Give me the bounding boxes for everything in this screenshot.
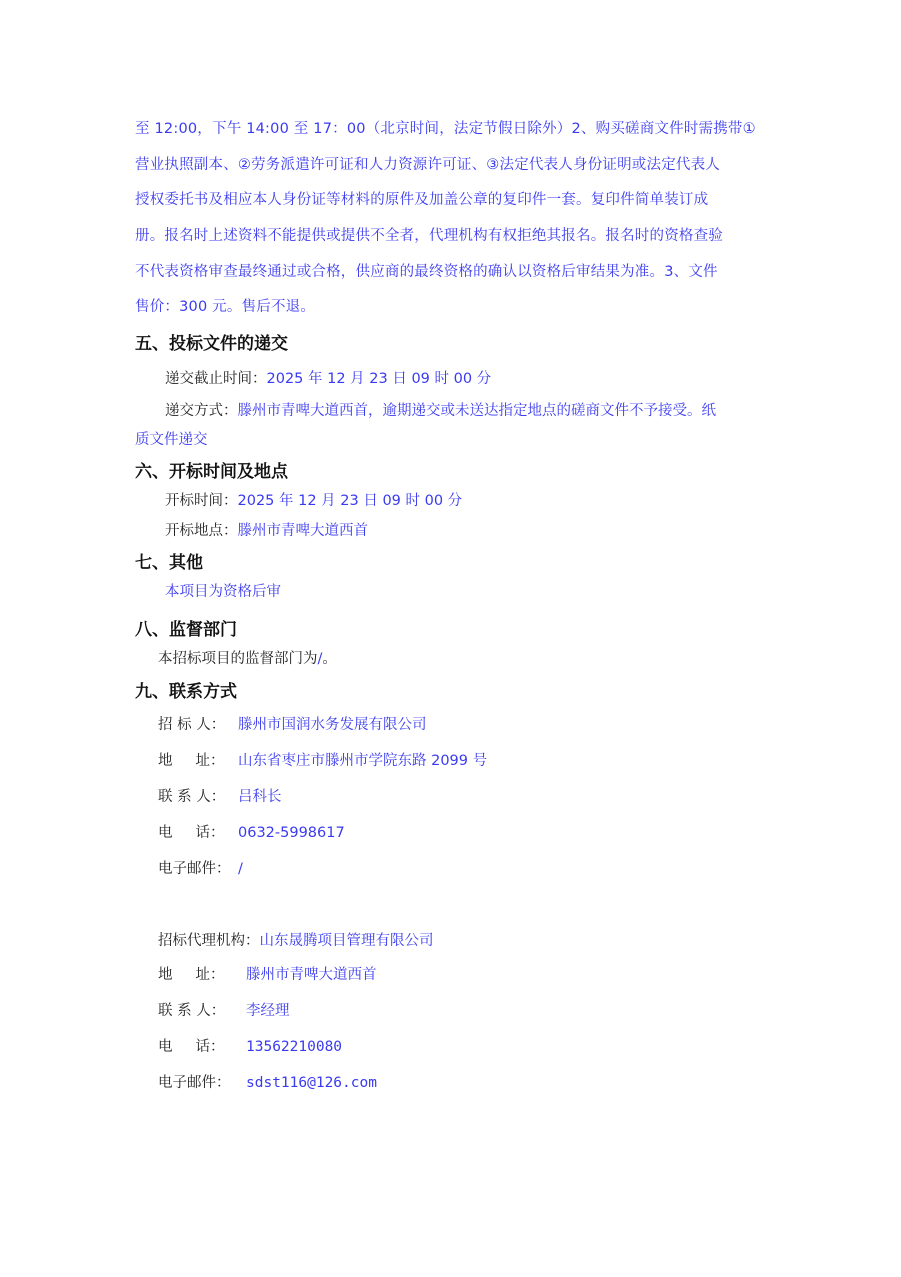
section-9-title: 九、联系方式 (135, 682, 237, 702)
opening-place-value: 滕州市青啤大道西首 (237, 523, 368, 539)
tenderer-address-value: 山东省枣庄市滕州市学院东路 2099 号 (238, 753, 488, 769)
section-8-title: 八、监督部门 (135, 620, 237, 640)
opening-time-value: 2025 年 12 月 23 日 09 时 00 分 (237, 493, 463, 509)
tenderer-address (158, 749, 487, 770)
tenderer-name-value: 滕州市国润水务发展有限公司 (238, 717, 427, 733)
submission-deadline-label: 递交截止时间： (165, 371, 267, 387)
submission-method-value: 滕州市青啤大道西首，逾期递交或未送达指定地点的磋商文件不予接受。纸 (237, 403, 716, 419)
agency-email-value: sdst116@126.com (246, 1075, 377, 1091)
section-7-title: 七、其他 (135, 553, 203, 573)
intro-line-1: 至 12:00，下午 14:00 至 17：00（北京时间，法定节假日除外）2、购买磋商文件时需携带① (135, 121, 756, 137)
intro-line-5: 不代表资格审查最终通过或合格，供应商的最终资格的确认以资格后审结果为准。3、文件 (135, 264, 718, 280)
intro-line-6: 售价：300 元。售后不退。 (135, 299, 316, 315)
tenderer-phone (158, 821, 345, 842)
submission-deadline (165, 367, 491, 388)
agency-email (158, 1071, 377, 1092)
opening-place (165, 519, 368, 540)
opening-time (165, 489, 462, 510)
agency-name (158, 929, 434, 950)
agency-phone-value: 13562210080 (246, 1039, 343, 1055)
tenderer-address-label: 地 址： (158, 753, 225, 769)
agency-phone (158, 1035, 342, 1056)
tenderer-name (158, 713, 427, 734)
tenderer-email (158, 857, 243, 878)
submission-method-label: 递交方式： (165, 403, 238, 419)
tenderer-email-value: / (238, 861, 243, 877)
tenderer-contact-value: 吕科长 (238, 789, 282, 805)
agency-name-value: 山东晟腾项目管理有限公司 (259, 933, 434, 949)
agency-contact (158, 999, 290, 1020)
agency-phone-label: 电 话： (158, 1039, 225, 1055)
agency-address-value: 滕州市青啤大道西首 (246, 967, 377, 983)
tenderer-email-label: 电子邮件： (158, 861, 231, 877)
intro-line-2: 营业执照副本、②劳务派遣许可证和人力资源许可证、③法定代表人身份证明或法定代表人 (135, 157, 720, 173)
opening-place-label: 开标地点： (165, 523, 238, 539)
tenderer-phone-value: 0632-5998617 (238, 825, 345, 841)
submission-method (165, 399, 716, 420)
section-5-title: 五、投标文件的递交 (135, 334, 288, 354)
supervision-value: / (317, 651, 323, 667)
supervision-text (158, 647, 337, 668)
intro-line-4: 册。报名时上述资料不能提供或提供不全者，代理机构有权拒绝其报名。报名时的资格查验 (135, 228, 723, 244)
section-6-title: 六、开标时间及地点 (135, 462, 288, 482)
agency-contact-value: 李经理 (246, 1003, 290, 1019)
agency-contact-label: 联 系 人： (158, 1003, 226, 1019)
supervision-suffix: 。 (322, 651, 337, 667)
agency-email-label: 电子邮件： (158, 1075, 231, 1091)
tenderer-phone-label: 电 话： (158, 825, 225, 841)
opening-time-label: 开标时间： (165, 493, 238, 509)
agency-name-label: 招标代理机构： (158, 933, 260, 949)
tenderer-contact-label: 联 系 人： (158, 789, 226, 805)
intro-line-3: 授权委托书及相应本人身份证等材料的原件及加盖公章的复印件一套。复印件简单装订成 (135, 192, 709, 208)
tenderer-contact (158, 785, 282, 806)
supervision-prefix: 本招标项目的监督部门为 (158, 651, 318, 667)
agency-address-label: 地 址： (158, 967, 225, 983)
agency-address (158, 963, 377, 984)
other-note: 本项目为资格后审 (165, 584, 281, 600)
tenderer-name-label: 招 标 人： (158, 717, 226, 733)
submission-method-continued: 质文件递交 (135, 432, 208, 448)
submission-deadline-value: 2025 年 12 月 23 日 09 时 00 分 (266, 371, 492, 387)
